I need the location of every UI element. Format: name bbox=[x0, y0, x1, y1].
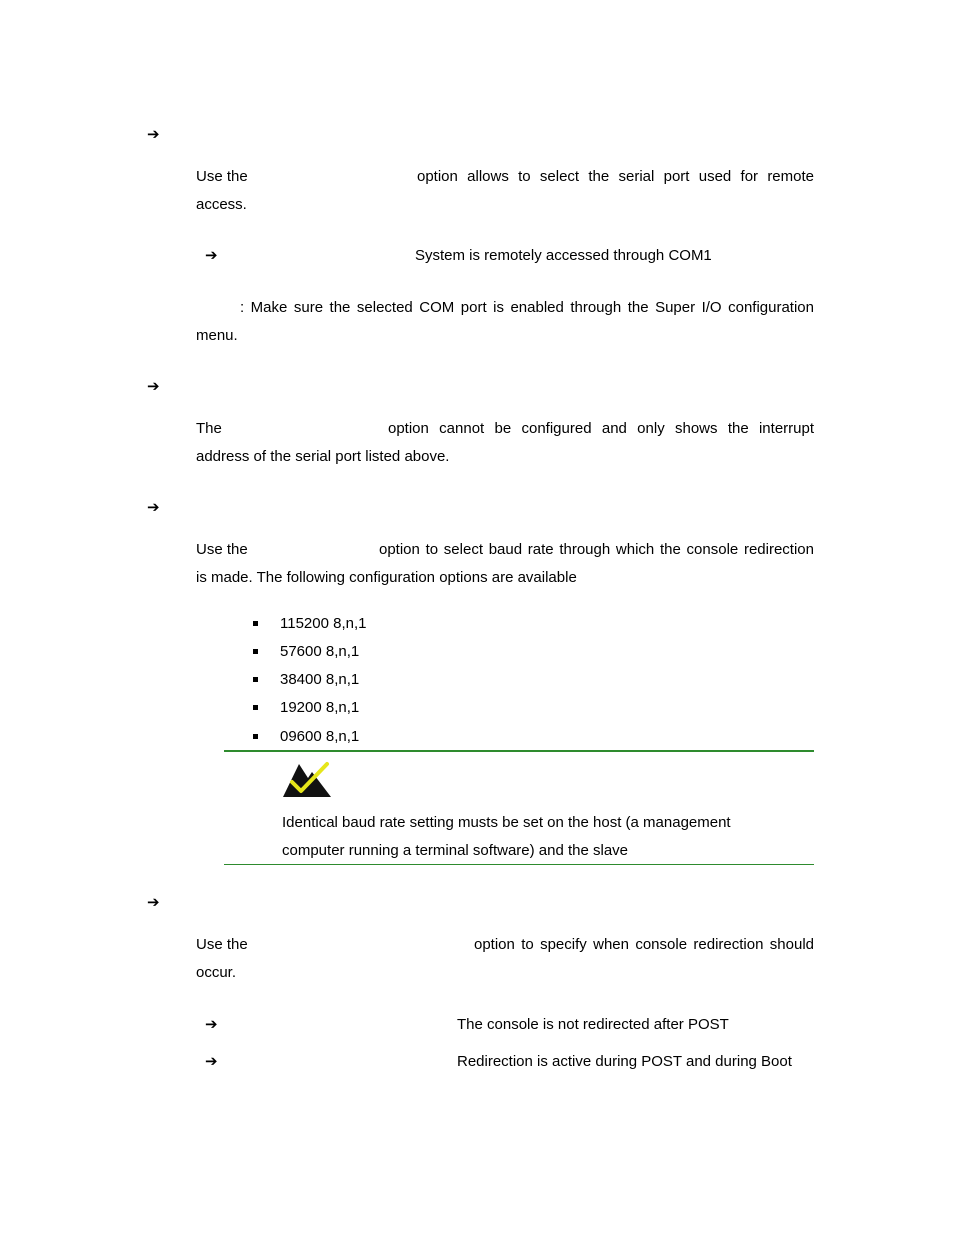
option-arrow-boot-loader: ➔ bbox=[205, 1052, 218, 1070]
baud-option-57600: 57600 8,n,1 bbox=[280, 643, 360, 660]
option-arrow-com1: ➔ bbox=[205, 246, 218, 264]
section-arrow-serial-port: ➔ bbox=[147, 125, 160, 143]
bullet-icon bbox=[253, 621, 258, 626]
note-check-icon bbox=[282, 760, 332, 798]
note-line-1: Identical baud rate setting musts be set on the host (a management bbox=[282, 814, 731, 831]
baud-rate-para-end: is made. The following configuration options are available bbox=[196, 569, 577, 586]
option-desc-com1: System is remotely accessed through COM1 bbox=[415, 247, 712, 264]
base-address-para-rest: option cannot be configured and only shows the interrupt bbox=[388, 420, 814, 437]
section-arrow-redirection: ➔ bbox=[147, 893, 160, 911]
baud-option-38400: 38400 8,n,1 bbox=[280, 671, 360, 688]
baud-rate-para-lead: Use the bbox=[196, 541, 248, 558]
base-address-para-lead: The bbox=[196, 420, 222, 437]
baud-rate-para-rest: option to select baud rate through which the console redirection bbox=[379, 541, 814, 558]
baud-option-09600: 09600 8,n,1 bbox=[280, 728, 360, 745]
serial-port-note-end: menu. bbox=[196, 327, 238, 344]
note-bottom-rule bbox=[224, 864, 814, 865]
serial-port-para-rest: option allows to select the serial port used for remote bbox=[417, 168, 814, 185]
base-address-para-end: address of the serial port listed above. bbox=[196, 448, 450, 465]
option-desc-boot-loader: Redirection is active during POST and during Boot bbox=[457, 1053, 792, 1070]
section-arrow-base-address: ➔ bbox=[147, 377, 160, 395]
serial-port-note-text: : Make sure the selected COM port is enabled through the Super I/O configuration bbox=[240, 299, 814, 316]
baud-option-115200: 115200 8,n,1 bbox=[280, 615, 367, 632]
baud-option-19200: 19200 8,n,1 bbox=[280, 699, 360, 716]
note-line-2: computer running a terminal software) and the slave bbox=[282, 842, 629, 859]
serial-port-para-lead: Use the bbox=[196, 168, 248, 185]
serial-port-para-end: access. bbox=[196, 196, 247, 213]
bullet-icon bbox=[253, 705, 258, 710]
note-top-rule bbox=[224, 750, 814, 752]
option-arrow-disabled: ➔ bbox=[205, 1015, 218, 1033]
redirection-para-end: occur. bbox=[196, 964, 237, 981]
section-arrow-baud-rate: ➔ bbox=[147, 498, 160, 516]
redirection-para-lead: Use the bbox=[196, 936, 248, 953]
bullet-icon bbox=[253, 649, 258, 654]
redirection-para-rest: option to specify when console redirection should bbox=[474, 936, 814, 953]
option-desc-disabled: The console is not redirected after POST bbox=[457, 1016, 729, 1033]
bullet-icon bbox=[253, 677, 258, 682]
bullet-icon bbox=[253, 734, 258, 739]
